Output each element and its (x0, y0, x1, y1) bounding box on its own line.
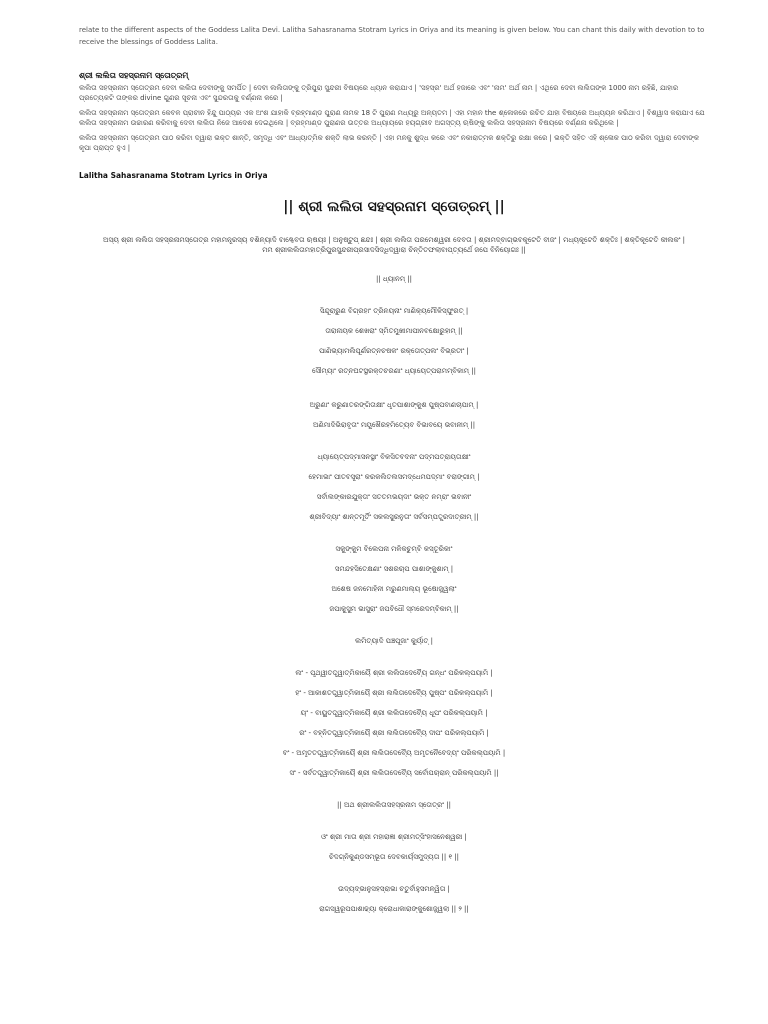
verse-line: ପାଣିଭ୍ୟାମଲିପୂର୍ଣରତ୍ନଚଷକଂ ରକ୍ତୋତ୍ପଲଂ ବିଭ୍ରତୀଂ | (319, 347, 469, 355)
verse-line: ଶ୍ରୀବିଦ୍ୟାଂ ଶାନ୍ତମୂର୍ତିଂ ସକଲସୁରନୁତାଂ ସର୍ବସମ୍ପତ୍ପ୍ରଦାତ୍ରୀମ୍ || (309, 513, 479, 521)
verse-line: ଲଂ - ପୃଥ୍ୱୀତତ୍ତ୍ୱାତ୍ମିକାୟୈ ଶ୍ରୀ ଲଲିତାଦେବ୍ୟୈ ଗନ୍ଧଂ ପରିକଲ୍ପୟାମି | (295, 669, 493, 677)
verse-line: ରଂ - ବହ୍ନିତତ୍ତ୍ୱାତ୍ମିକାୟୈ ଶ୍ରୀ ଲଲିତାଦେବ୍ୟୈ ଦୀପଂ ପରିକଲ୍ପୟାମି | (299, 729, 489, 737)
stotram-title: || ଶ୍ରୀ ଲଲିତା ସହସ୍ରନାମ ସ୍ତୋତ୍ରମ୍ || (283, 199, 505, 215)
intro-paragraph: relate to the different aspects of the Goddess Lalita Devi. Lalitha Sahasranama Stotram Lyrics in Oriya and its meaning is given below. You can chant this daily with devotion to to receive the blessings of Goddess Lalita. (79, 26, 705, 46)
description-paragraph: ଲଲିତା ସହସ୍ରନାମ ସ୍ତୋତ୍ରମ ଦେବୀ ଲଲିତା ଦେବୀଙ୍କୁ ସମର୍ପିତ | ଦେବୀ ଲଲିତାଙ୍କୁ ତ୍ରିପୁରା ସୁନ୍ଦରୀ ବିଷୟରେ ଧ୍ୟାନ କରାଯାଏ | 'ସହସ୍ର' ଅର୍ଥ ହଜାରେ ଏବଂ 'ନାମ' ଅର୍ଥ ନାମ | ଏଥିରେ ଦେବୀ ଲଲିତାଙ୍କ 1000 ନାମ ରହିଛି, ଯାହାର ପ୍ରତ୍ୟେକଟି ତାଙ୍କର divine ଗୁଣର ସୂଚନା ଏବଂ ସୁନ୍ଦରତାକୁ ବର୍ଣ୍ଣନା କରେ | (79, 84, 679, 102)
invocation-line: ଅସ୍ୟ ଶ୍ରୀ ଲଲିତା ସହସ୍ରନାମସ୍ତୋତ୍ର ମହାମନ୍ତ୍ରସ୍ୟ ବଶିନ୍ୟାଦି ବାଗ୍ଦେବତା ଋଷୟଃ | ଅନୁଷ୍ଟୁପ୍ ଛନ୍ଦଃ | ଶ୍ରୀ ଲଲିତା ପରମେଶ୍ୱରୀ ଦେବତା | ଶ୍ରୀମଦ୍ବାଗ୍ଭବକୂଟେତି ବୀଜଂ | ମଧ୍ୟକୂଟେତି ଶକ୍ତିଃ | ଶକ୍ତିକୂଟେତି କୀଲକଂ | (102, 236, 685, 244)
dhyanam-label: || ଧ୍ୟାନମ୍ || (375, 275, 413, 283)
verse-line: ତାରାନାୟକ ଶେଖରାଂ ସ୍ମିତମୁଖୀମାପୀନବକ୍ଷୋରୁହାମ୍ || (325, 327, 463, 335)
panchapuja-block (79, 663, 709, 783)
verse-line: ହଂ - ଆକାଶତତ୍ତ୍ୱାତ୍ମିକାୟୈ ଶ୍ରୀ ଲଲିତାଦେବ୍ୟୈ ପୁଷ୍ପଂ ପରିକଲ୍ପୟାମି | (295, 689, 493, 697)
dhyanam-block (79, 269, 709, 289)
verse-block-4 (79, 539, 709, 619)
verse-line: ବଂ - ଅମୃତତତ୍ତ୍ୱାତ୍ମିକାୟୈ ଶ୍ରୀ ଲଲିତାଦେବ୍ୟୈ ଅମୃତନୈବେଦ୍ୟଂ ପରିକଲ୍ପୟାମି | (282, 749, 506, 757)
description-paragraph: ଲଲିତା ସହସ୍ରନାମ ସ୍ତୋତ୍ରମ କେବଳ ପ୍ରାଚୀନ ହିନ୍ଦୁ ପାଠ୍ୟର ଏକ ଅଂଶ ଯାହାକି ବ୍ରହ୍ମାଣ୍ଡ ପୁରାଣ ନାମକ 18 ଟି ପୁରାଣ ମଧ୍ୟରୁ ଅନ୍ୟତମ | ଏହା ମହାନ the ଶ୍ଳୋକରେ ରଚିତ ଯାହା ବିଷୟରେ ଅଧ୍ୟୟନ କରିଥାଏ | ବିଶ୍ୱାସ କରାଯାଏ ଯେ ଲଲିତା ସହସ୍ରନାମ ଉଚ୍ଚାରଣ କରିବାକୁ ଦେବୀ ଲଲିତା ନିଜେ ଆଦେଶ ଦେଇଥିଲେ | ବ୍ରହ୍ମାଣ୍ଡ ପୁରାଣର ଉତ୍ତର ଅଧ୍ୟାୟରେ ହୟଗ୍ରୀବ ଅଗସ୍ତ୍ୟ ଋଷିଙ୍କୁ ଲଲିତା ସହସ୍ରନାମ ବିଷୟରେ ବର୍ଣ୍ଣନା କରିଥିଲେ | (79, 109, 705, 127)
verse-line: || ଅଥ ଶ୍ରୀଲଲିତାସହସ୍ରନାମ ସ୍ତୋତ୍ରଂ || (337, 801, 451, 809)
invocation-line: ମମ ଶ୍ରୀଲଲିତାମହାତ୍ରିପୁରସୁନ୍ଦରୀପ୍ରସାଦସିଦ୍ଧିଦ୍ୱାରା ଚିନ୍ତିତଫଲାବାପ୍ତ୍ୟର୍ଥେ ଜପେ ବିନିୟୋଗଃ || (262, 246, 526, 254)
verse-2 (79, 879, 709, 919)
verse-line: ଅଣିମାଦିଭିରାବୃତାଂ ମୟୂଖୈରହମିତ୍ୟେବ ବିଭାବୟେ ଭବାନୀମ୍ || (312, 421, 476, 429)
atha-block (79, 795, 709, 815)
verse-block-3 (79, 447, 709, 527)
verse-line: ହେମାଭାଂ ପୀତବସ୍ତ୍ରାଂ କରକଲିତଲସମଦ୍ଧେମପଦ୍ମାଂ ବରାଙ୍ଗୀମ୍ | (308, 473, 480, 481)
verse-line: ଓଂ ଶ୍ରୀ ମାତା ଶ୍ରୀ ମହାରାଜ୍ଞୀ ଶ୍ରୀମତ୍ସିଂହାସନେଶ୍ୱରୀ | (321, 833, 467, 841)
verse-line: ରାଗସ୍ୱରୂପପାଶାଢ୍ୟା କ୍ରୋଧାକାରାଙ୍କୁଶୋଜ୍ଜ୍ୱଲା || ୨ || (319, 905, 469, 913)
section-title: ଶ୍ରୀ ଲଲିତା ସହସ୍ରନାମ ସ୍ତୋତ୍ରମ୍ (79, 71, 189, 80)
verse-block-1 (79, 301, 709, 381)
verse-line: ଅଶେଷ ଜନମୋହିନୀ ମରୁଣମାଲ୍ୟ ଭୂଷୋଜ୍ଜ୍ୱଲାଂ (331, 585, 457, 593)
verse-line: ସୌମ୍ୟାଂ ରତ୍ନଘଟସ୍ଥରକ୍ତଚରଣାଂ ଧ୍ୟାୟେତ୍ପରାମମ୍ବିକାମ୍ || (311, 367, 476, 375)
verse-block-2 (79, 395, 709, 435)
article-body (79, 24, 709, 919)
verse-line: ସମନ୍ଦହସିତେକ୍ଷଣାଂ ସଶରଚାପ ପାଶାଙ୍କୁଶାମ୍ | (334, 565, 454, 573)
panchapuja-intro (79, 631, 709, 651)
invocation-block (79, 235, 709, 255)
verse-line: ଅରୁଣାଂ କରୁଣାତରଙ୍ଗିତାକ୍ଷୀଂ ଧୃତପାଶାଙ୍କୁଶ ପୁଷ୍ପବାଣଚାପାମ୍ | (309, 401, 479, 409)
verse-line: ଚିଦଗ୍ନିକୁଣ୍ଡସମ୍ଭୂତା ଦେବକାର୍ୟସମୁଦ୍ୟତା || ୧ || (328, 853, 460, 861)
lyrics-heading: Lalitha Sahasranama Stotram Lyrics in Oriya (79, 171, 268, 180)
verse-line: ସର୍ବାଲଙ୍କାରଯୁକ୍ତାଂ ସତତମଭୟଦାଂ ଭକ୍ତ ନମ୍ରାଂ ଭବାନୀଂ (316, 493, 472, 501)
verse-line: ୟଂ - ବାୟୁତତ୍ତ୍ୱାତ୍ମିକାୟୈ ଶ୍ରୀ ଲଲିତାଦେବ୍ୟୈ ଧୂପଂ ପରିକଲ୍ପୟାମି | (300, 709, 488, 717)
verse-1 (79, 827, 709, 867)
verse-line: ସକୁଙ୍କୁମ ବିଲେପନା ମଳିକଚୁମ୍ବି କସ୍ତୂରିକାଂ (335, 545, 453, 553)
verse-line: ସିନ୍ଦୂରାରୁଣ ବିଗ୍ରହାଂ ତ୍ରିନୟନାଂ ମାଣିକ୍ୟମୌଳିସ୍ଫୁରତ୍ | (319, 307, 469, 315)
verse-line: ସଂ - ସର୍ବତତ୍ତ୍ୱାତ୍ମିକାୟୈ ଶ୍ରୀ ଲଲିତାଦେବ୍ୟୈ ସର୍ବୋପଚାରାନ୍ ପରିକଲ୍ପୟାମି || (289, 769, 499, 777)
verse-line: ଲମିତ୍ୟାଦି ପଞ୍ଚପୂଜାଂ କୁର୍ୟାତ୍ | (355, 637, 433, 645)
verse-line: ଉଦ୍ୟଦ୍ଭାନୁସହସ୍ରାଭା ଚତୁର୍ବାହୁସମନ୍ୱିତା | (338, 885, 450, 893)
verse-line: ଜପାକୁସୁମ ଭାସୁରାଂ ଜପବିଧୌ ସ୍ମରେଦମ୍ବିକାମ୍ || (329, 605, 459, 613)
verse-line: ଧ୍ୟାୟେତ୍ପଦ୍ମାସନସ୍ଥାଂ ବିକସିତବଦନାଂ ପଦ୍ମପତ୍ରାୟତାକ୍ଷୀଂ (317, 453, 471, 461)
description-paragraph: ଲଲିତା ସହସ୍ରନାମ ସ୍ତୋତ୍ରମ ପାଠ କରିବା ଦ୍ୱାରା ଭକ୍ତ ଶାନ୍ତି, ସମୃଦ୍ଧି ଏବଂ ଆଧ୍ୟାତ୍ମିକ ଶକ୍ତି ଲାଭ କରନ୍ତି | ଏହା ମନକୁ ଶୁଦ୍ଧ କରେ ଏବଂ ନକାରାତ୍ମକ ଶକ୍ତିରୁ ରକ୍ଷା କରେ | ଭକ୍ତି ସହିତ ଏହି ଶ୍ଳୋକ ପାଠ କରିବା ଦ୍ୱାରା ଦେବୀଙ୍କ କୃପା ପ୍ରାପ୍ତ ହୁଏ | (79, 134, 700, 152)
